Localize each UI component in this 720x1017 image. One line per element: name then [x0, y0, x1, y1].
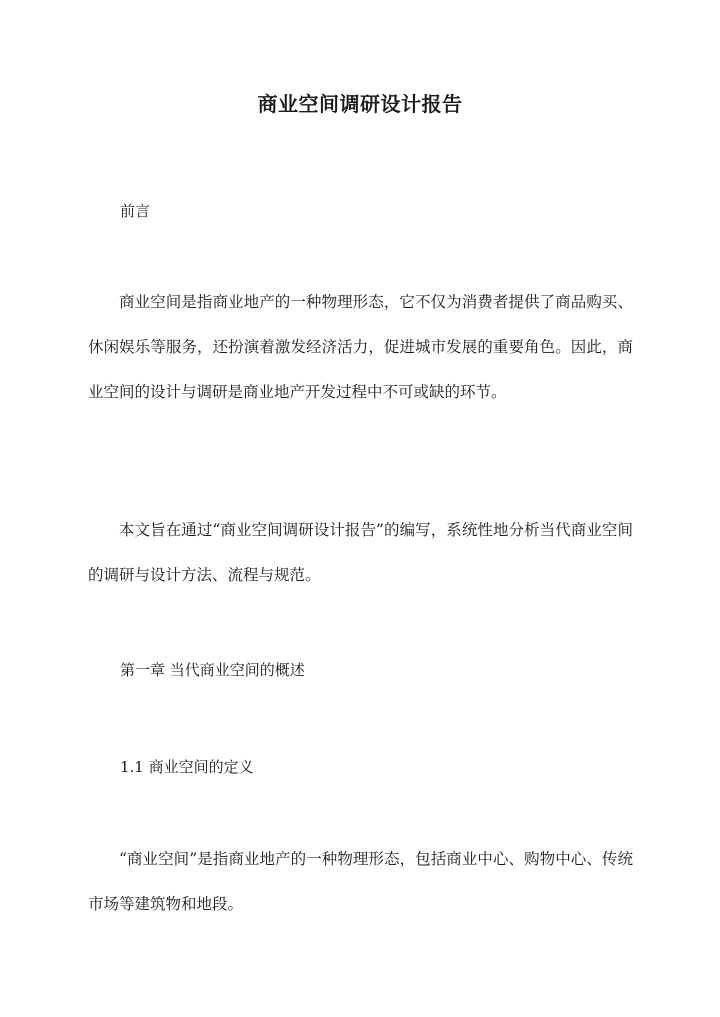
- purpose-paragraph: 本文旨在通过“商业空间调研设计报告”的编写，系统性地分析当代商业空间的调研与设计方法、流程与规范。: [88, 521, 633, 584]
- preface-heading: 前言: [120, 202, 151, 220]
- chapter-heading: 第一章 当代商业空间的概述: [120, 661, 305, 679]
- document-title: 商业空间调研设计报告: [257, 92, 463, 116]
- section-heading: 1.1 商业空间的定义: [120, 758, 254, 776]
- intro-paragraph: 商业空间是指商业地产的一种物理形态，它不仅为消费者提供了商品购买、休闲娱乐等服务，还扮演着激发经济活力，促进城市发展的重要角色。因此，商业空间的设计与调研是商业地产开发过程中不可或缺的环节。: [88, 293, 633, 401]
- definition-paragraph: “商业空间”是指商业地产的一种物理形态，包括商业中心、购物中心、传统市场等建筑物和地段。: [88, 850, 633, 913]
